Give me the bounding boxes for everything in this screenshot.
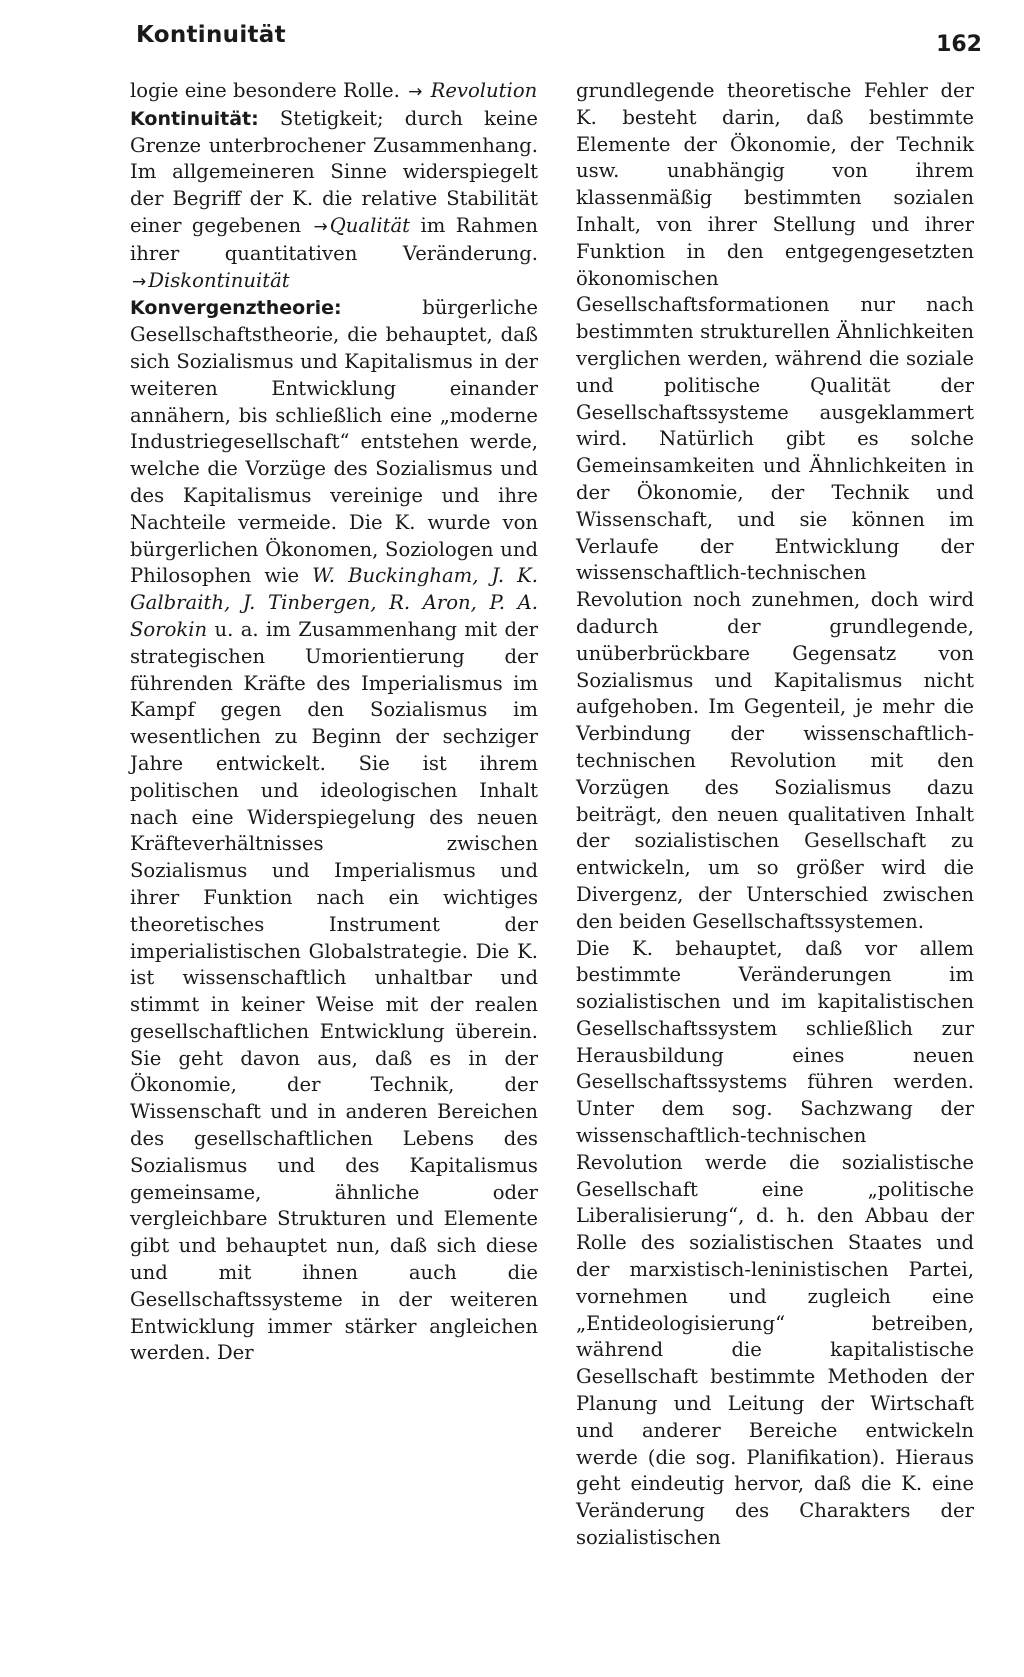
entry-kontinuitaet — [130, 106, 538, 296]
entry-konvergenztheorie — [130, 295, 538, 1367]
left-column — [130, 78, 538, 1367]
page-number: 162 — [936, 32, 982, 57]
entry-text: bürgerliche Gesellschaftstheorie, die behauptet, daß sich Sozialismus und Kapitalismus in der weiteren Entwicklung einander annähern, bis schließlich eine „moderne Industriegesellschaft“ entstehen werde, welche die Vorzüge des Sozialismus und des Kapitalismus vereinige und ihre Nachteile vermeide. Die K. wurde von bürgerlichen Ökonomen, Soziologen und Philosophen wie — [130, 296, 538, 588]
running-head: Kontinuität — [136, 22, 286, 48]
cross-reference-qualitaet[interactable]: Qualität — [329, 213, 411, 237]
author-names: W. Buckingham, J. K. Galbraith, J. Tinbergen, R. Aron, P. A. Sorokin — [130, 564, 538, 641]
entry-text: im Rahmen ihrer quantitativen Veränderung. — [130, 213, 538, 265]
carryover-paragraph — [130, 78, 538, 106]
arrow-icon: → — [132, 271, 147, 292]
paragraph: Die K. behauptet, daß vor allem bestimmte Veränderungen im sozialistischen und im kapitalistischen Gesellschaftssystem schließlich zur Herausbildung eines neuen Gesellschaftssystems führen werden. Unter dem sog. Sachzwang der wissenschaftlich-technischen Revolution werde die sozialistische Gesellschaft eine „politische Liberalisierung“, d. h. den Abbau der Rolle des sozialistischen Staates und der marxistisch-leninistischen Partei, vornehmen und zugleich eine „Entideologisierung“ betreiben, während die kapitalistische Gesellschaft bestimmte Methoden der Planung und Leitung der Wirtschaft und anderer Bereiche entwickeln werde (die sog. Planifikation). Hieraus geht eindeutig hervor, daß die K. eine Veränderung des Charakters der sozialistischen — [576, 936, 974, 1550]
entry-term-konvergenztheorie: Konvergenztheorie: — [130, 297, 342, 320]
entry-text: u. a. im Zusammenhang mit der strategischen Umorientierung der führenden Kräfte des Imperialismus im Kampf gegen den Sozialismus im wesentlichen zu Beginn der sechziger Jahre entwickelt. Sie ist ihrem politischen und ideologischen Inhalt nach eine Widerspiegelung des neuen Kräfteverhältnisses zwischen Sozialismus und Imperialismus und ihrer Funktion nach ein wichtiges theoretisches Instrument der imperialistischen Globalstrategie. Die K. ist wissenschaftlich unhaltbar und stimmt in keiner Weise mit der realen gesellschaftlichen Entwicklung überein. Sie geht davon aus, daß es in der Ökonomie, der Technik, der Wissenschaft und in anderen Bereichen des gesellschaftlichen Lebens des Sozialismus und des Kapitalismus gemeinsame, ähnliche oder vergleichbare Strukturen und Elemente gibt und behauptet nun, daß sich diese und mit ihnen auch die Gesellschaftssysteme in der weiteren Entwicklung immer stärker angleichen werden. Der — [130, 617, 538, 1365]
carryover-text: logie eine besondere Rolle. — [130, 79, 400, 102]
entry-term-kontinuitaet: Kontinuität: — [130, 107, 259, 130]
arrow-icon: → — [313, 216, 328, 237]
arrow-icon: → — [408, 82, 423, 102]
right-column — [576, 78, 974, 1552]
cross-reference-diskontinuitaet[interactable]: Diskontinuität — [148, 268, 290, 292]
page-header — [136, 22, 982, 62]
cross-reference-revolution[interactable]: Revolution — [430, 79, 538, 102]
entry-text: Stetigkeit; durch keine Grenze unterbrochener Zusammenhang. Im allgemeineren Sinne widerspiegelt der Begriff der K. die relative Stabilität einer gegebenen — [130, 106, 538, 237]
continuation-paragraph: grundlegende theoretische Fehler der K. besteht darin, daß bestimmte Elemente der Ökonomie, der Technik usw. unabhängig von ihrem klassenmäßig bestimmten sozialen Inhalt, von ihrer Stellung und ihrer Funktion in den entgegengesetzten ökonomischen Gesellschaftsformationen nur nach bestimmten strukturellen Ähnlichkeiten verglichen werden, während die soziale und politische Qualität der Gesellschaftssysteme ausgeklammert wird. Natürlich gibt es solche Gemeinsamkeiten und Ähnlichkeiten in der Ökonomie, der Technik und Wissenschaft, und sie können im Verlaufe der Entwicklung der wissenschaftlich-technischen Revolution noch zunehmen, doch wird dadurch der grundlegende, unüberbrückbare Gegensatz von Sozialismus und Kapitalismus nicht aufgehoben. Im Gegenteil, je mehr die Verbindung der wissenschaftlich-technischen Revolution mit den Vorzügen des Sozialismus dazu beiträgt, den neuen qualitativen Inhalt der sozialistischen Gesellschaft zu entwickeln, um so größer wird die Divergenz, der Unterschied zwischen den beiden Gesellschaftssystemen. — [576, 79, 974, 933]
